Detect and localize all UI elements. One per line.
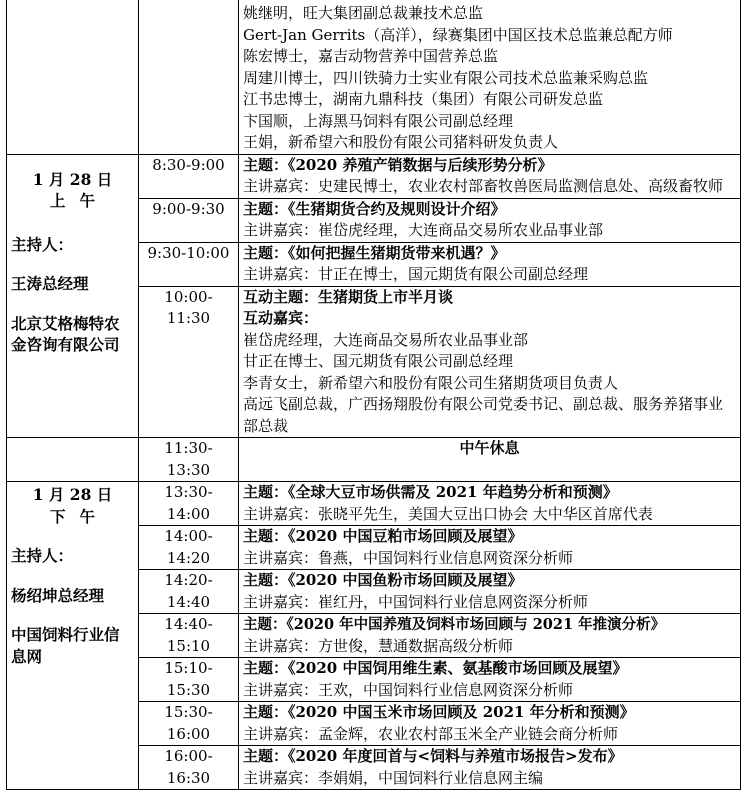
guest-line: 王娟，新希望六和股份有限公司猪料研发负责人 bbox=[243, 133, 559, 151]
morning-host-label: 主持人： bbox=[11, 234, 74, 254]
session-topic: 主题：《全球大豆市场供需及 2021 年趋势分析和预测》 bbox=[243, 483, 618, 501]
session-speaker: 主讲嘉宾：李娟娟，中国饲料行业信息网主编 bbox=[243, 768, 544, 787]
session-speaker: 主讲嘉宾：鲁燕，中国饲料行业信息网资深分析师 bbox=[243, 548, 574, 567]
agenda-row bbox=[7, 482, 741, 526]
session-topic: 互动主题：生猪期货上市半月谈 bbox=[243, 287, 454, 306]
session-topic: 主题：《2020 中国豆粕市场回顾及展望》 bbox=[243, 527, 523, 545]
session-time: 14:40-15:10 bbox=[139, 614, 239, 658]
intro-guests-cell bbox=[239, 0, 741, 154]
session-speaker: 主讲嘉宾：史建民博士，农业农村部畜牧兽医局监测信息处、高级畜牧师 bbox=[243, 177, 724, 195]
morning-host-name: 王涛总经理 bbox=[11, 274, 89, 293]
agenda-row bbox=[7, 154, 741, 198]
session-time: 8:30-9:00 bbox=[139, 154, 239, 198]
intro-host-cell bbox=[7, 0, 139, 154]
intro-row bbox=[7, 0, 741, 154]
agenda-table bbox=[6, 0, 741, 790]
guest-line: 李青女士，新希望六和股份有限公司生猪期货项目负责人 bbox=[243, 373, 619, 392]
session-speaker: 主讲嘉宾：孟金辉，农业农村部玉米全产业链会商分析师 bbox=[243, 724, 619, 743]
session-speaker: 主讲嘉宾：崔岱虎经理，大连商品交易所农业品事业部 bbox=[243, 221, 604, 239]
session-cell bbox=[239, 286, 741, 438]
session-time: 9:00-9:30 bbox=[139, 198, 239, 242]
session-topic: 主题：《2020 中国鱼粉市场回顾及展望》 bbox=[243, 571, 523, 589]
morning-period: 上午 bbox=[49, 191, 109, 210]
intro-time-cell bbox=[139, 0, 239, 154]
session-time: 16:00-16:30 bbox=[139, 746, 239, 790]
session-speaker: 主讲嘉宾：崔红丹，中国饲料行业信息网资深分析师 bbox=[243, 592, 589, 611]
session-time: 9:30-10:00 bbox=[139, 242, 239, 286]
afternoon-period: 下午 bbox=[49, 506, 109, 526]
session-time: 14:20-14:40 bbox=[139, 570, 239, 614]
session-cell bbox=[239, 482, 741, 526]
afternoon-host-cell bbox=[7, 482, 139, 790]
morning-day: 1 月 28 日 bbox=[32, 169, 113, 189]
session-time: 13:30-14:00 bbox=[139, 482, 239, 526]
session-guests-label: 互动嘉宾： bbox=[243, 309, 319, 327]
afternoon-day: 1 月 28 日 bbox=[32, 485, 113, 504]
session-speaker: 主讲嘉宾：王欢，中国饲料行业信息网资深分析师 bbox=[243, 680, 574, 699]
session-cell bbox=[239, 702, 741, 746]
lunch-host-cell bbox=[7, 438, 139, 482]
session-cell bbox=[239, 154, 741, 198]
guest-line: 姚继明，旺大集团副总裁兼技术总监 bbox=[243, 4, 484, 22]
lunch-row bbox=[7, 438, 741, 482]
session-time: 15:10-15:30 bbox=[139, 658, 239, 702]
session-topic: 主题：《生猪期货合约及规则设计介绍》 bbox=[243, 199, 506, 218]
session-topic: 主题：《2020 年中国养殖及饲料市场回顾与 2021 年推演分析》 bbox=[243, 616, 666, 633]
lunch-time: 11:30-13:30 bbox=[139, 438, 239, 482]
afternoon-host-name: 杨绍坤总经理 bbox=[11, 585, 105, 605]
session-topic: 主题：《如何把握生猪期货带来机遇？》 bbox=[243, 243, 506, 262]
lunch-label: 中午休息 bbox=[239, 438, 741, 482]
afternoon-host-org: 中国饲料行业信息网 bbox=[11, 625, 120, 666]
guest-line: 陈宏博士，嘉吉动物营养中国营养总监 bbox=[243, 47, 499, 65]
morning-host-org: 北京艾格梅特农金咨询有限公司 bbox=[11, 313, 120, 354]
session-topic: 主题：《2020 中国玉米市场回顾及 2021 年分析和预测》 bbox=[243, 703, 635, 721]
afternoon-host-label: 主持人： bbox=[11, 546, 74, 565]
guest-line: 高远飞副总裁，广西扬翔股份有限公司党委书记、副总裁、服务养猪事业部总裁 bbox=[243, 395, 724, 435]
session-cell bbox=[239, 658, 741, 702]
session-time: 15:30-16:00 bbox=[139, 702, 239, 746]
guest-line: Gert-Jan Gerrits（高洋），绿赛集团中国区技术总监兼总配方师 bbox=[243, 25, 673, 44]
session-cell bbox=[239, 526, 741, 570]
morning-host-cell bbox=[7, 154, 139, 438]
session-cell bbox=[239, 242, 741, 286]
session-cell bbox=[239, 198, 741, 242]
guest-line: 崔岱虎经理，大连商品交易所农业品事业部 bbox=[243, 330, 529, 349]
guest-line: 甘正在博士、国元期货有限公司副总经理 bbox=[243, 352, 514, 370]
session-speaker: 主讲嘉宾：方世俊，慧通数据高级分析师 bbox=[243, 636, 514, 655]
session-topic: 主题：《2020 养殖产销数据与后续形势分析》 bbox=[243, 155, 553, 174]
session-cell bbox=[239, 614, 741, 658]
guest-line: 江书忠博士，湖南九鼎科技（集团）有限公司研发总监 bbox=[243, 90, 604, 108]
session-time: 14:00-14:20 bbox=[139, 526, 239, 570]
session-topic: 主题：《2020 中国饲用维生素、氨基酸市场回顾及展望》 bbox=[243, 659, 628, 677]
session-speaker: 主讲嘉宾：甘正在博士，国元期货有限公司副总经理 bbox=[243, 265, 589, 283]
guest-line: 周建川博士，四川铁骑力士实业有限公司技术总监兼采购总监 bbox=[243, 68, 649, 87]
session-cell bbox=[239, 570, 741, 614]
session-topic: 主题：《2020 年度回首与<饲料与养殖市场报告>发布》 bbox=[243, 747, 623, 765]
session-cell bbox=[239, 746, 741, 790]
session-speaker: 主讲嘉宾：张晓平先生，美国大豆出口协会 大中华区首席代表 bbox=[243, 504, 653, 523]
guest-line: 卞国顺，上海黑马饲料有限公司副总经理 bbox=[243, 111, 514, 130]
session-time: 10:00-11:30 bbox=[139, 286, 239, 438]
